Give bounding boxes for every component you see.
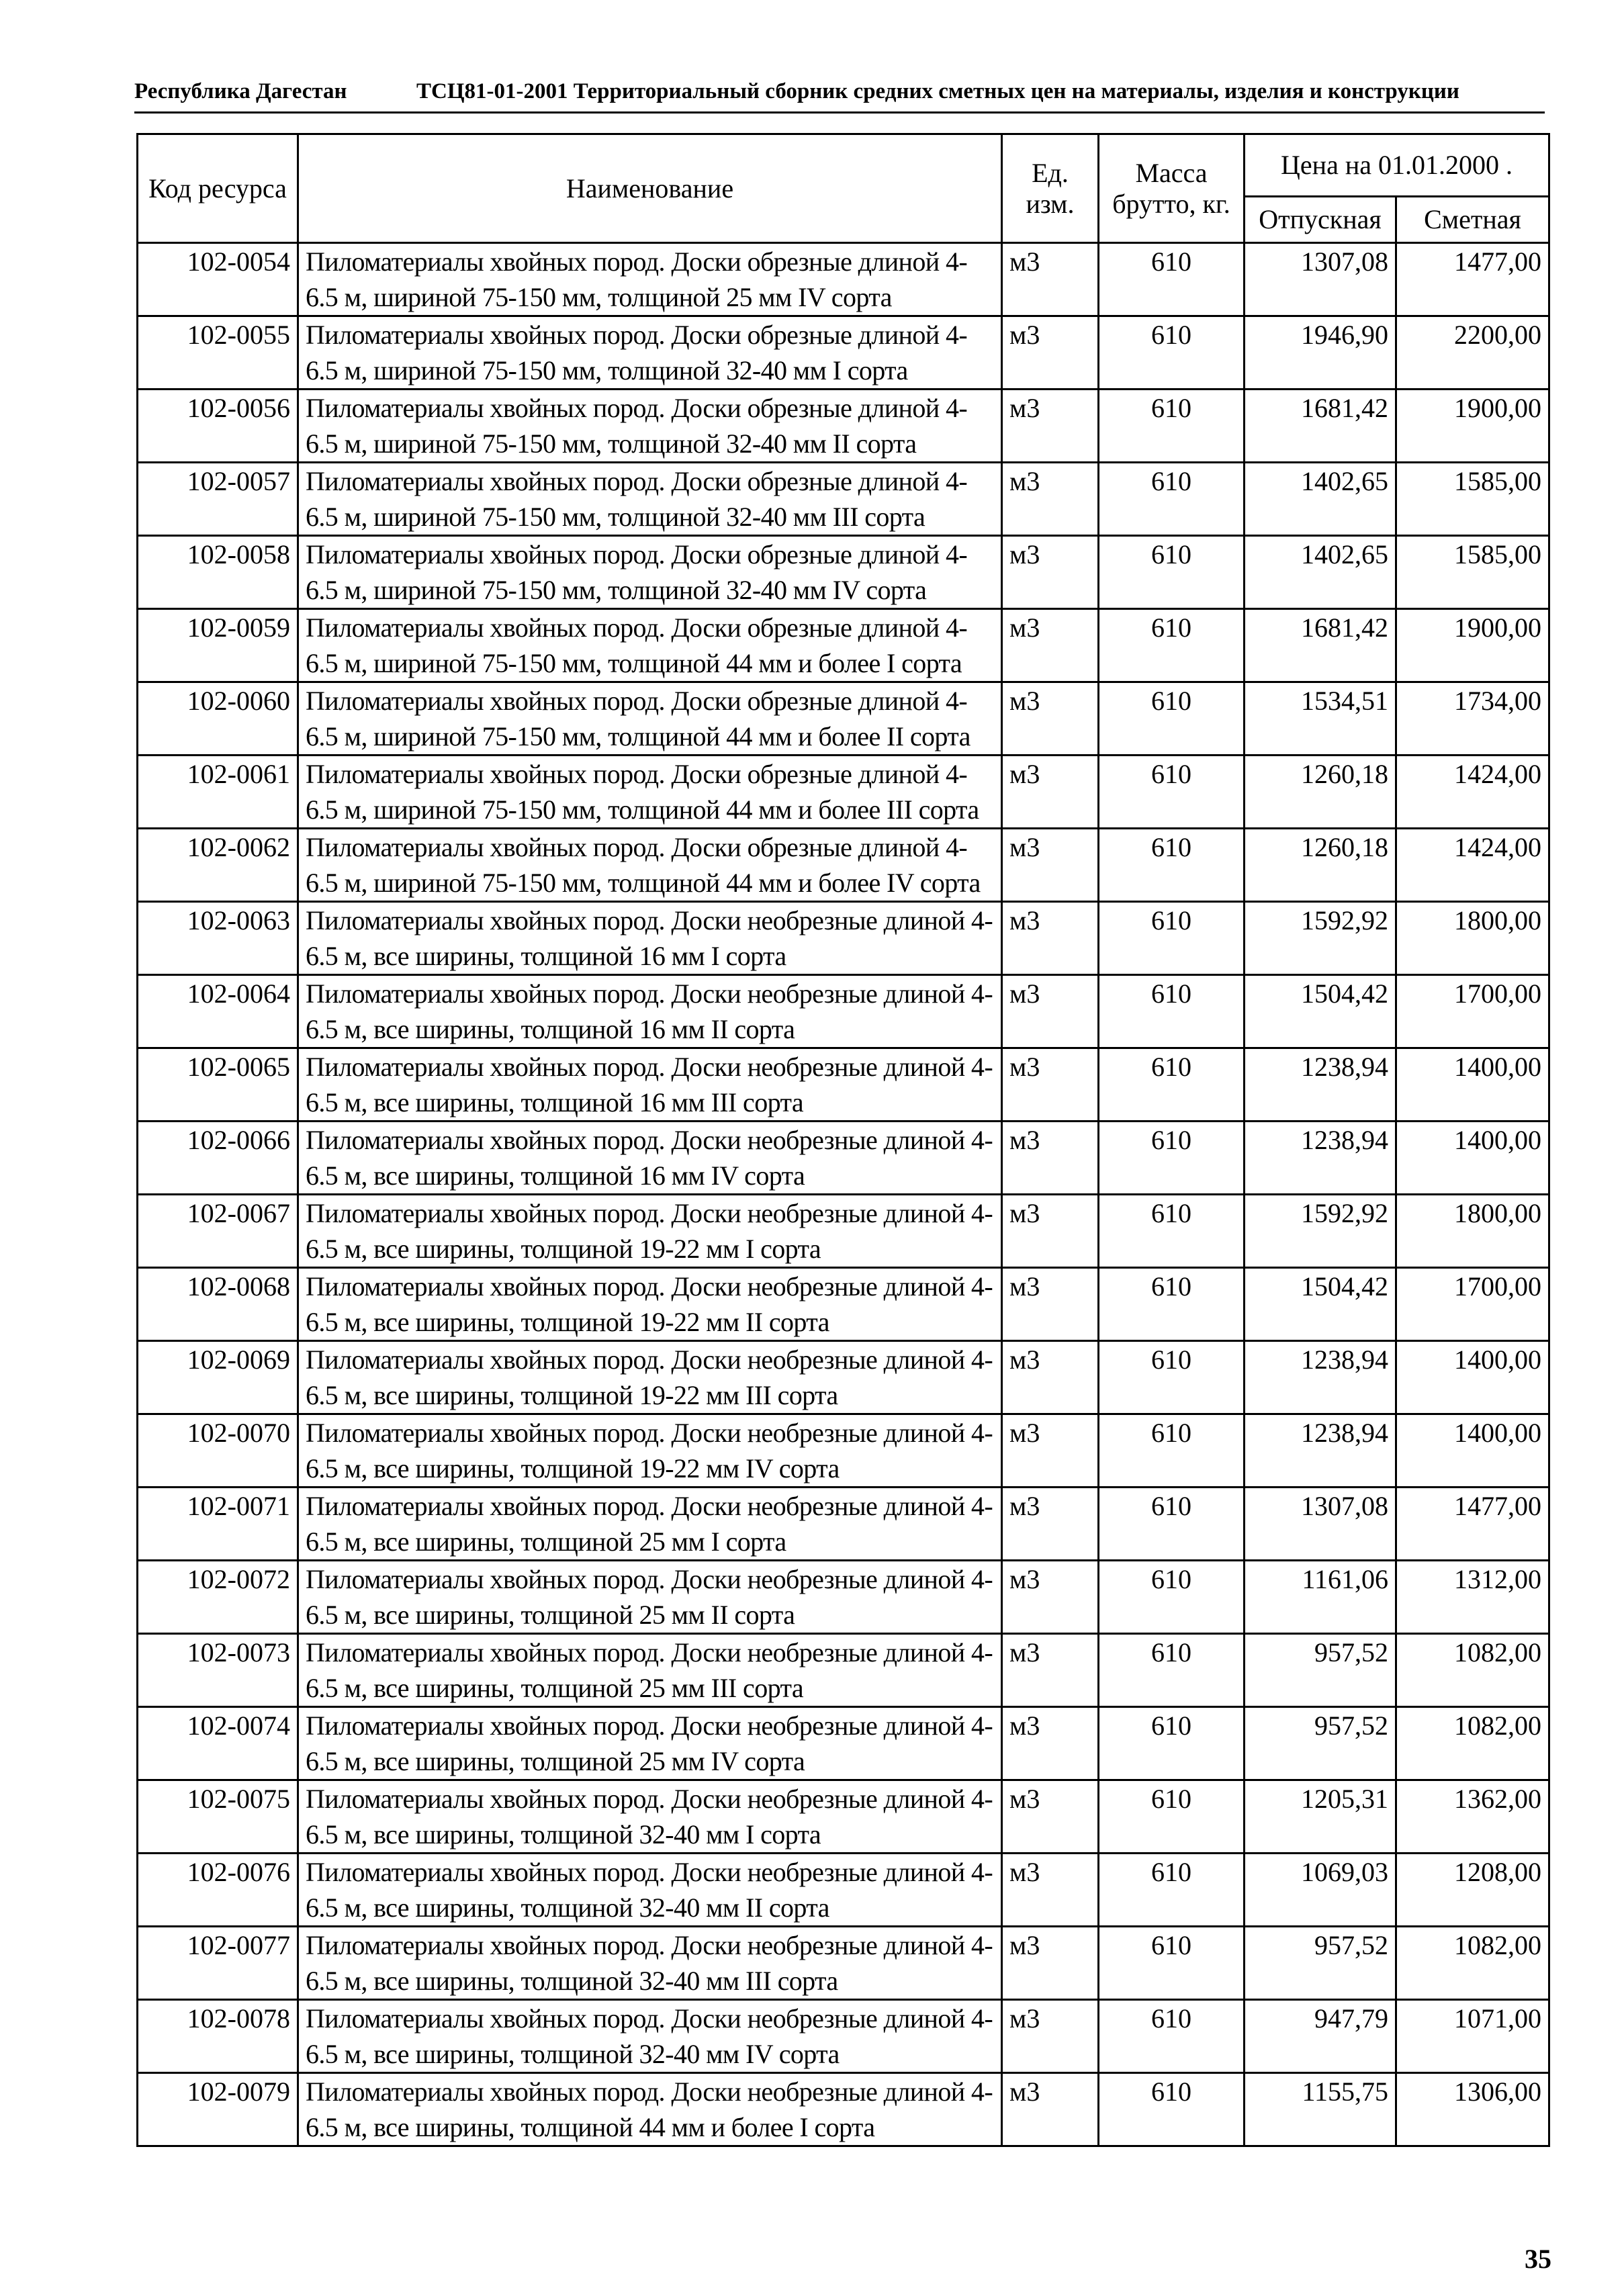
table-row bbox=[138, 829, 1549, 902]
mass-cell: 610 bbox=[1099, 536, 1245, 609]
release-price-cell: 1402,65 bbox=[1245, 536, 1396, 609]
mass-cell: 610 bbox=[1099, 1195, 1245, 1268]
release-price-cell: 957,52 bbox=[1245, 1634, 1396, 1707]
release-price-cell: 1504,42 bbox=[1245, 1268, 1396, 1341]
table-row bbox=[138, 1927, 1549, 2000]
column-header-name: Наименование bbox=[298, 134, 1002, 243]
estimate-price-cell: 1900,00 bbox=[1396, 390, 1549, 463]
resource-code: 102-0063 bbox=[138, 902, 298, 975]
resource-code: 102-0059 bbox=[138, 609, 298, 682]
resource-name: Пиломатериалы хвойных пород. Доски необрезные длиной 4-6.5 м, все ширины, толщиной 32-40 мм II сорта bbox=[298, 1854, 1002, 1927]
resource-name: Пиломатериалы хвойных пород. Доски обрезные длиной 4-6.5 м, шириной 75-150 мм, толщиной 32-40 мм IV сорта bbox=[298, 536, 1002, 609]
resource-name: Пиломатериалы хвойных пород. Доски обрезные длиной 4-6.5 м, шириной 75-150 мм, толщиной 44 мм и более IV сорта bbox=[298, 829, 1002, 902]
estimate-price-cell: 2200,00 bbox=[1396, 316, 1549, 390]
unit-cell: м3 bbox=[1002, 1780, 1099, 1854]
column-header-price-release: Отпускная bbox=[1245, 197, 1396, 243]
resource-code: 102-0078 bbox=[138, 2000, 298, 2073]
estimate-price-cell: 1477,00 bbox=[1396, 243, 1549, 316]
resource-code: 102-0065 bbox=[138, 1048, 298, 1122]
estimate-price-cell: 1400,00 bbox=[1396, 1048, 1549, 1122]
estimate-price-cell: 1082,00 bbox=[1396, 1707, 1549, 1780]
release-price-cell: 1946,90 bbox=[1245, 316, 1396, 390]
resource-code: 102-0056 bbox=[138, 390, 298, 463]
estimate-price-cell: 1424,00 bbox=[1396, 756, 1549, 829]
table-row bbox=[138, 902, 1549, 975]
table-row bbox=[138, 243, 1549, 316]
mass-cell: 610 bbox=[1099, 975, 1245, 1048]
resource-code: 102-0061 bbox=[138, 756, 298, 829]
release-price-cell: 1069,03 bbox=[1245, 1854, 1396, 1927]
table-row bbox=[138, 1268, 1549, 1341]
mass-cell: 610 bbox=[1099, 463, 1245, 536]
table-row bbox=[138, 2000, 1549, 2073]
table-row bbox=[138, 756, 1549, 829]
estimate-price-cell: 1700,00 bbox=[1396, 975, 1549, 1048]
estimate-price-cell: 1585,00 bbox=[1396, 536, 1549, 609]
mass-cell: 610 bbox=[1099, 1268, 1245, 1341]
table-row bbox=[138, 463, 1549, 536]
mass-cell: 610 bbox=[1099, 316, 1245, 390]
resource-code: 102-0068 bbox=[138, 1268, 298, 1341]
unit-cell: м3 bbox=[1002, 390, 1099, 463]
mass-cell: 610 bbox=[1099, 1414, 1245, 1488]
table-row bbox=[138, 2073, 1549, 2146]
resource-name: Пиломатериалы хвойных пород. Доски необрезные длиной 4-6.5 м, все ширины, толщиной 44 мм и более I сорта bbox=[298, 2073, 1002, 2146]
unit-cell: м3 bbox=[1002, 1341, 1099, 1414]
unit-cell: м3 bbox=[1002, 1268, 1099, 1341]
estimate-price-cell: 1734,00 bbox=[1396, 682, 1549, 756]
unit-cell: м3 bbox=[1002, 1561, 1099, 1634]
estimate-price-cell: 1082,00 bbox=[1396, 1634, 1549, 1707]
resource-name: Пиломатериалы хвойных пород. Доски необрезные длиной 4-6.5 м, все ширины, толщиной 32-40 мм III сорта bbox=[298, 1927, 1002, 2000]
estimate-price-cell: 1700,00 bbox=[1396, 1268, 1549, 1341]
resource-name: Пиломатериалы хвойных пород. Доски необрезные длиной 4-6.5 м, все ширины, толщиной 25 мм III сорта bbox=[298, 1634, 1002, 1707]
table-row bbox=[138, 536, 1549, 609]
resource-code: 102-0071 bbox=[138, 1488, 298, 1561]
unit-cell: м3 bbox=[1002, 829, 1099, 902]
release-price-cell: 1238,94 bbox=[1245, 1341, 1396, 1414]
estimate-price-cell: 1424,00 bbox=[1396, 829, 1549, 902]
resource-code: 102-0058 bbox=[138, 536, 298, 609]
unit-cell: м3 bbox=[1002, 1634, 1099, 1707]
region-name: Республика Дагестан bbox=[134, 79, 347, 103]
estimate-price-cell: 1312,00 bbox=[1396, 1561, 1549, 1634]
table-row bbox=[138, 1780, 1549, 1854]
estimate-price-cell: 1400,00 bbox=[1396, 1341, 1549, 1414]
table-row bbox=[138, 975, 1549, 1048]
release-price-cell: 957,52 bbox=[1245, 1707, 1396, 1780]
mass-cell: 610 bbox=[1099, 243, 1245, 316]
page-number: 35 bbox=[1525, 2244, 1551, 2274]
table-row bbox=[138, 1341, 1549, 1414]
release-price-cell: 1205,31 bbox=[1245, 1780, 1396, 1854]
table-body bbox=[138, 243, 1549, 2146]
estimate-price-cell: 1306,00 bbox=[1396, 2073, 1549, 2146]
mass-cell: 610 bbox=[1099, 829, 1245, 902]
table-row bbox=[138, 1048, 1549, 1122]
table-row bbox=[138, 609, 1549, 682]
unit-cell: м3 bbox=[1002, 975, 1099, 1048]
table-row bbox=[138, 1854, 1549, 1927]
resource-code: 102-0067 bbox=[138, 1195, 298, 1268]
estimate-price-cell: 1082,00 bbox=[1396, 1927, 1549, 2000]
resource-name: Пиломатериалы хвойных пород. Доски обрезные длиной 4-6.5 м, шириной 75-150 мм, толщиной 32-40 мм III сорта bbox=[298, 463, 1002, 536]
resource-name: Пиломатериалы хвойных пород. Доски необрезные длиной 4-6.5 м, все ширины, толщиной 16 мм III сорта bbox=[298, 1048, 1002, 1122]
resource-name: Пиломатериалы хвойных пород. Доски необрезные длиной 4-6.5 м, все ширины, толщиной 19-22 мм III сорта bbox=[298, 1341, 1002, 1414]
resource-name: Пиломатериалы хвойных пород. Доски необрезные длиной 4-6.5 м, все ширины, толщиной 32-40 мм IV сорта bbox=[298, 2000, 1002, 2073]
estimate-price-cell: 1400,00 bbox=[1396, 1122, 1549, 1195]
estimate-price-cell: 1900,00 bbox=[1396, 609, 1549, 682]
resource-name: Пиломатериалы хвойных пород. Доски обрезные длиной 4-6.5 м, шириной 75-150 мм, толщиной 32-40 мм II сорта bbox=[298, 390, 1002, 463]
release-price-cell: 1238,94 bbox=[1245, 1414, 1396, 1488]
resource-code: 102-0055 bbox=[138, 316, 298, 390]
estimate-price-cell: 1071,00 bbox=[1396, 2000, 1549, 2073]
release-price-cell: 1504,42 bbox=[1245, 975, 1396, 1048]
unit-cell: м3 bbox=[1002, 1195, 1099, 1268]
estimate-price-cell: 1208,00 bbox=[1396, 1854, 1549, 1927]
mass-cell: 610 bbox=[1099, 1634, 1245, 1707]
resource-code: 102-0054 bbox=[138, 243, 298, 316]
mass-cell: 610 bbox=[1099, 1488, 1245, 1561]
unit-cell: м3 bbox=[1002, 316, 1099, 390]
table-row bbox=[138, 1488, 1549, 1561]
release-price-cell: 1592,92 bbox=[1245, 902, 1396, 975]
release-price-cell: 1307,08 bbox=[1245, 1488, 1396, 1561]
table-row bbox=[138, 1122, 1549, 1195]
table-row bbox=[138, 1707, 1549, 1780]
release-price-cell: 947,79 bbox=[1245, 2000, 1396, 2073]
mass-cell: 610 bbox=[1099, 1048, 1245, 1122]
table-row bbox=[138, 1634, 1549, 1707]
resource-code: 102-0076 bbox=[138, 1854, 298, 1927]
release-price-cell: 1402,65 bbox=[1245, 463, 1396, 536]
unit-cell: м3 bbox=[1002, 1048, 1099, 1122]
mass-cell: 610 bbox=[1099, 1927, 1245, 2000]
unit-cell: м3 bbox=[1002, 536, 1099, 609]
mass-cell: 610 bbox=[1099, 1341, 1245, 1414]
resource-code: 102-0074 bbox=[138, 1707, 298, 1780]
unit-cell: м3 bbox=[1002, 463, 1099, 536]
resource-code: 102-0066 bbox=[138, 1122, 298, 1195]
unit-cell: м3 bbox=[1002, 902, 1099, 975]
resource-name: Пиломатериалы хвойных пород. Доски обрезные длиной 4-6.5 м, шириной 75-150 мм, толщиной 25 мм IV сорта bbox=[298, 243, 1002, 316]
unit-cell: м3 bbox=[1002, 243, 1099, 316]
unit-cell: м3 bbox=[1002, 2000, 1099, 2073]
release-price-cell: 1155,75 bbox=[1245, 2073, 1396, 2146]
resource-name: Пиломатериалы хвойных пород. Доски обрезные длиной 4-6.5 м, шириной 75-150 мм, толщиной 44 мм и более III сорта bbox=[298, 756, 1002, 829]
mass-cell: 610 bbox=[1099, 390, 1245, 463]
release-price-cell: 1161,06 bbox=[1245, 1561, 1396, 1634]
release-price-cell: 1534,51 bbox=[1245, 682, 1396, 756]
mass-cell: 610 bbox=[1099, 1561, 1245, 1634]
column-header-price-estimate: Сметная bbox=[1396, 197, 1549, 243]
estimate-price-cell: 1800,00 bbox=[1396, 902, 1549, 975]
estimate-price-cell: 1800,00 bbox=[1396, 1195, 1549, 1268]
resource-name: Пиломатериалы хвойных пород. Доски необрезные длиной 4-6.5 м, все ширины, толщиной 25 мм IV сорта bbox=[298, 1707, 1002, 1780]
unit-cell: м3 bbox=[1002, 1854, 1099, 1927]
table-row bbox=[138, 1195, 1549, 1268]
unit-cell: м3 bbox=[1002, 756, 1099, 829]
unit-cell: м3 bbox=[1002, 1414, 1099, 1488]
mass-cell: 610 bbox=[1099, 1854, 1245, 1927]
resource-name: Пиломатериалы хвойных пород. Доски обрезные длиной 4-6.5 м, шириной 75-150 мм, толщиной 32-40 мм I сорта bbox=[298, 316, 1002, 390]
mass-cell: 610 bbox=[1099, 756, 1245, 829]
column-header-unit: Ед. изм. bbox=[1002, 134, 1099, 243]
table-row bbox=[138, 1414, 1549, 1488]
price-table bbox=[136, 133, 1550, 2147]
release-price-cell: 1238,94 bbox=[1245, 1122, 1396, 1195]
unit-cell: м3 bbox=[1002, 1927, 1099, 2000]
unit-cell: м3 bbox=[1002, 1122, 1099, 1195]
estimate-price-cell: 1400,00 bbox=[1396, 1414, 1549, 1488]
estimate-price-cell: 1477,00 bbox=[1396, 1488, 1549, 1561]
unit-cell: м3 bbox=[1002, 1707, 1099, 1780]
mass-cell: 610 bbox=[1099, 1780, 1245, 1854]
resource-name: Пиломатериалы хвойных пород. Доски необрезные длиной 4-6.5 м, все ширины, толщиной 16 мм I сорта bbox=[298, 902, 1002, 975]
mass-cell: 610 bbox=[1099, 682, 1245, 756]
collection-title: ТСЦ81-01-2001 Территориальный сборник средних сметных цен на материалы, изделия и конструкции bbox=[416, 79, 1459, 103]
resource-name: Пиломатериалы хвойных пород. Доски необрезные длиной 4-6.5 м, все ширины, толщиной 16 мм IV сорта bbox=[298, 1122, 1002, 1195]
mass-cell: 610 bbox=[1099, 1707, 1245, 1780]
resource-name: Пиломатериалы хвойных пород. Доски необрезные длиной 4-6.5 м, все ширины, толщиной 19-22 мм I сорта bbox=[298, 1195, 1002, 1268]
release-price-cell: 1238,94 bbox=[1245, 1048, 1396, 1122]
release-price-cell: 1260,18 bbox=[1245, 829, 1396, 902]
release-price-cell: 1681,42 bbox=[1245, 609, 1396, 682]
unit-cell: м3 bbox=[1002, 2073, 1099, 2146]
release-price-cell: 957,52 bbox=[1245, 1927, 1396, 2000]
unit-cell: м3 bbox=[1002, 682, 1099, 756]
resource-name: Пиломатериалы хвойных пород. Доски обрезные длиной 4-6.5 м, шириной 75-150 мм, толщиной 44 мм и более I сорта bbox=[298, 609, 1002, 682]
release-price-cell: 1592,92 bbox=[1245, 1195, 1396, 1268]
unit-cell: м3 bbox=[1002, 609, 1099, 682]
unit-cell: м3 bbox=[1002, 1488, 1099, 1561]
resource-code: 102-0062 bbox=[138, 829, 298, 902]
resource-name: Пиломатериалы хвойных пород. Доски необрезные длиной 4-6.5 м, все ширины, толщиной 16 мм II сорта bbox=[298, 975, 1002, 1048]
resource-code: 102-0073 bbox=[138, 1634, 298, 1707]
resource-name: Пиломатериалы хвойных пород. Доски обрезные длиной 4-6.5 м, шириной 75-150 мм, толщиной 44 мм и более II сорта bbox=[298, 682, 1002, 756]
table-row bbox=[138, 316, 1549, 390]
column-header-code: Код ресурса bbox=[138, 134, 298, 243]
resource-code: 102-0070 bbox=[138, 1414, 298, 1488]
estimate-price-cell: 1362,00 bbox=[1396, 1780, 1549, 1854]
table-row bbox=[138, 682, 1549, 756]
mass-cell: 610 bbox=[1099, 2073, 1245, 2146]
mass-cell: 610 bbox=[1099, 902, 1245, 975]
release-price-cell: 1307,08 bbox=[1245, 243, 1396, 316]
table-row bbox=[138, 1561, 1549, 1634]
table-row bbox=[138, 390, 1549, 463]
page-header bbox=[134, 73, 1545, 113]
resource-code: 102-0060 bbox=[138, 682, 298, 756]
resource-code: 102-0077 bbox=[138, 1927, 298, 2000]
mass-cell: 610 bbox=[1099, 609, 1245, 682]
header-rule bbox=[134, 111, 1545, 113]
resource-code: 102-0057 bbox=[138, 463, 298, 536]
estimate-price-cell: 1585,00 bbox=[1396, 463, 1549, 536]
resource-name: Пиломатериалы хвойных пород. Доски необрезные длиной 4-6.5 м, все ширины, толщиной 32-40 мм I сорта bbox=[298, 1780, 1002, 1854]
resource-code: 102-0075 bbox=[138, 1780, 298, 1854]
resource-code: 102-0069 bbox=[138, 1341, 298, 1414]
mass-cell: 610 bbox=[1099, 1122, 1245, 1195]
resource-code: 102-0072 bbox=[138, 1561, 298, 1634]
resource-code: 102-0079 bbox=[138, 2073, 298, 2146]
release-price-cell: 1260,18 bbox=[1245, 756, 1396, 829]
release-price-cell: 1681,42 bbox=[1245, 390, 1396, 463]
resource-name: Пиломатериалы хвойных пород. Доски необрезные длиной 4-6.5 м, все ширины, толщиной 19-22 мм IV сорта bbox=[298, 1414, 1002, 1488]
resource-name: Пиломатериалы хвойных пород. Доски необрезные длиной 4-6.5 м, все ширины, толщиной 25 мм II сорта bbox=[298, 1561, 1002, 1634]
resource-name: Пиломатериалы хвойных пород. Доски необрезные длиной 4-6.5 м, все ширины, толщиной 19-22 мм II сорта bbox=[298, 1268, 1002, 1341]
column-header-price-group: Цена на 01.01.2000 . bbox=[1245, 134, 1549, 197]
column-header-mass: Масса брутто, кг. bbox=[1099, 134, 1245, 243]
resource-name: Пиломатериалы хвойных пород. Доски необрезные длиной 4-6.5 м, все ширины, толщиной 25 мм I сорта bbox=[298, 1488, 1002, 1561]
mass-cell: 610 bbox=[1099, 2000, 1245, 2073]
resource-code: 102-0064 bbox=[138, 975, 298, 1048]
